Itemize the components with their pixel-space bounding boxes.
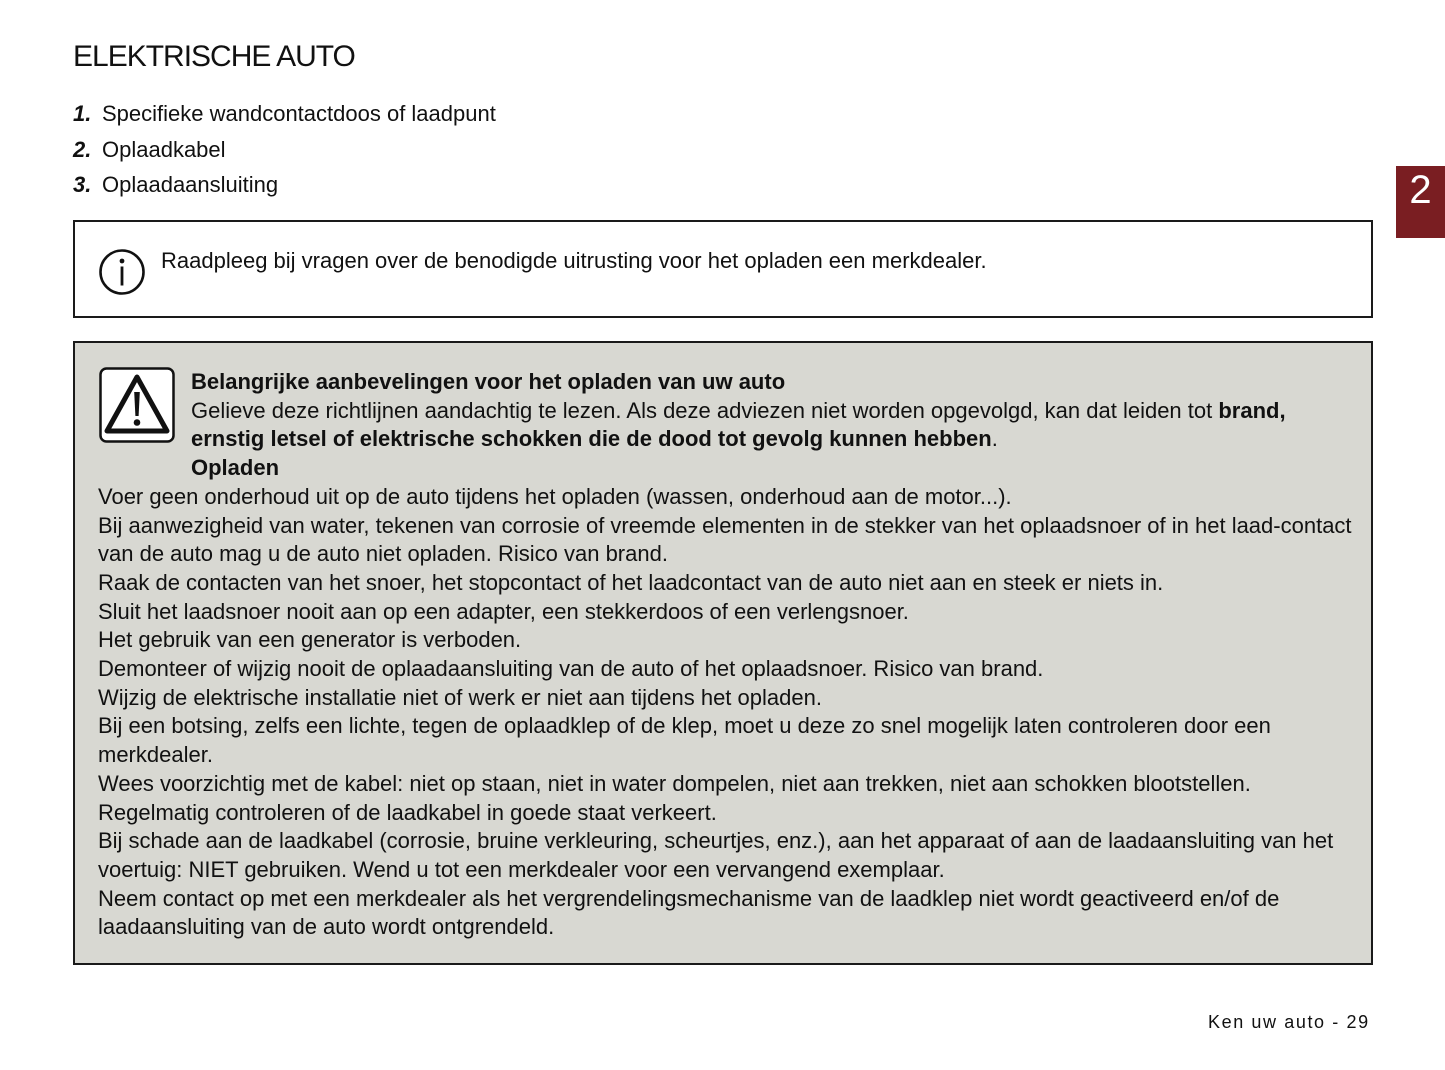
list-item-number: 3. xyxy=(73,172,92,197)
warning-paragraph: Demonteer of wijzig nooit de oplaadaansluiting van de auto of het oplaadsnoer. Risico van brand. xyxy=(98,656,1044,682)
warning-intro-text: Gelieve deze richtlijnen aandachtig te lezen. Als deze adviezen niet worden opgevolgd, kan dat leiden tot xyxy=(191,397,1219,423)
warning-paragraph: Voer geen onderhoud uit op de auto tijdens het opladen (wassen, onderhoud aan de motor...). xyxy=(98,483,1012,509)
list-item xyxy=(73,171,496,207)
warning-subheading: Opladen xyxy=(191,455,280,481)
warning-paragraph: Bij aanwezigheid van water, tekenen van corrosie of vreemde elementen in de stekker van het oplaadsnoer of in het laad-contact van de auto mag u de auto niet opladen. Risico van brand. xyxy=(98,512,1352,567)
warning-paragraph: Regelmatig controleren of de laadkabel in goede staat verkeert. xyxy=(98,799,717,825)
warning-intro xyxy=(98,397,1358,454)
list-item-label: Specifieke wandcontactdoos of laadpunt xyxy=(102,101,496,126)
warning-paragraph: Raak de contacten van het snoer, het stopcontact of het laadcontact van de auto niet aan en steek er niets in. xyxy=(98,569,1164,595)
warning-intro-emphasis: brand, ernstig letsel of elektrische schokken die de dood tot gevolg kunnen hebben xyxy=(191,397,1286,452)
warning-intro-end: . xyxy=(991,426,998,452)
list-item-label: Oplaadaansluiting xyxy=(102,172,279,197)
list-item xyxy=(73,100,496,136)
warning-paragraph: Bij schade aan de laadkabel (corrosie, bruine verkleuring, scheurtjes, enz.), aan het apparaat of aan de laadaansluiting van het voertuig: NIET gebruiken. Wend u tot een merkdealer voor een vervangend exemplaar. xyxy=(98,828,1334,882)
warning-paragraph: Wijzig de elektrische installatie niet of werk er niet aan tijdens het opladen. xyxy=(98,684,822,710)
info-box xyxy=(73,220,1373,318)
list-item-number: 1. xyxy=(73,101,92,126)
warning-paragraph: Wees voorzichtig met de kabel: niet op staan, niet in water dompelen, niet aan trekken, niet aan schokken blootstellen. xyxy=(98,770,1251,796)
list-item-label: Oplaadkabel xyxy=(102,136,226,162)
page-title: ELEKTRISCHE AUTO xyxy=(73,40,355,73)
warning-paragraph: Sluit het laadsnoer nooit aan op een adapter, een stekkerdoos of een verlengsnoer. xyxy=(98,598,909,624)
warning-box xyxy=(73,341,1373,965)
info-text: Raadpleeg bij vragen over de benodigde uitrusting voor het opladen een merkdealer. xyxy=(161,248,987,273)
warning-paragraph: Neem contact op met een merkdealer als het vergrendelingsmechanisme van de laadklep niet wordt geactiveerd en/of de laadaansluiting van de auto wordt ontgrendeld. xyxy=(98,885,1280,940)
info-icon xyxy=(98,248,146,296)
warning-text xyxy=(98,368,1358,942)
warning-paragraph: Bij een botsing, zelfs een lichte, tegen de oplaadklep of de klep, moet u deze zo snel mogelijk laten controleren door een merkdealer. xyxy=(98,713,1271,768)
chapter-tab: 2 xyxy=(1396,166,1445,238)
numbered-list xyxy=(73,100,496,207)
list-item xyxy=(73,136,496,172)
warning-heading: Belangrijke aanbevelingen voor het opladen van uw auto xyxy=(191,369,786,394)
list-item-number: 2. xyxy=(73,136,92,162)
page-footer: Ken uw auto - 29 xyxy=(1208,1012,1370,1032)
warning-paragraph: Het gebruik van een generator is verboden. xyxy=(98,627,522,653)
